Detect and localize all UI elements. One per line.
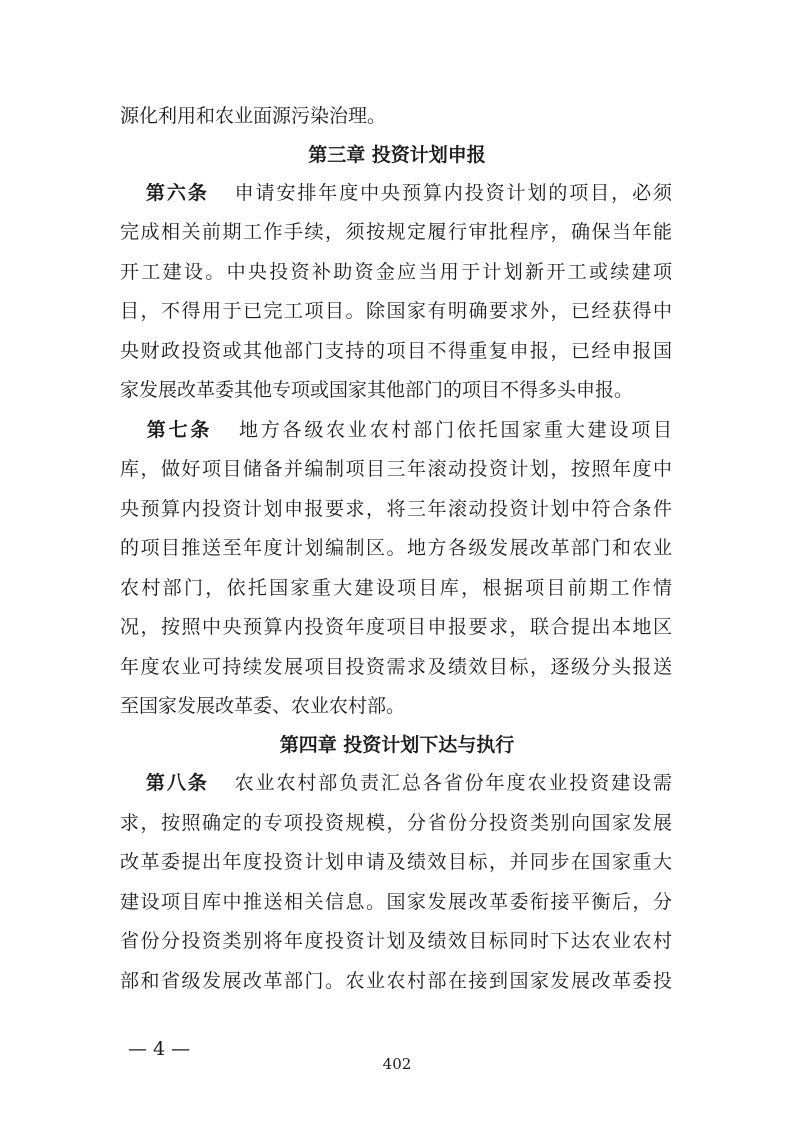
paragraph-line: 况，按照中央预算内投资年度项目申报要求，联合提出本地区 xyxy=(120,616,672,638)
paragraph-line: 求，按照确定的专项投资规模，分省份分投资类别向国家发展 xyxy=(120,812,672,834)
paragraph-line: 建设项目库中推送相关信息。国家发展改革委衔接平衡后，分 xyxy=(120,891,672,913)
paragraph-line: 目，不得用于已完工项目。除国家有明确要求外，已经获得中 xyxy=(120,300,672,322)
paragraph-text: 农业农村部负责汇总各省份年度农业投资建设需 xyxy=(232,772,672,794)
paragraph-line: 改革委提出年度投资计划申请及绩效目标，并同步在国家重大 xyxy=(120,851,672,873)
article-7-title: 第七条 xyxy=(144,419,213,441)
paragraph-line: 家发展改革委其他专项或国家其他部门的项目不得多头申报。 xyxy=(120,379,634,401)
paragraph-line: 部和省级发展改革部门。农业农村部在接到国家发展改革委投 xyxy=(120,970,672,992)
chapter-heading-4: 第四章 投资计划下达与执行 xyxy=(279,734,515,756)
paragraph-line: 至国家发展改革委、农业农村部。 xyxy=(120,695,406,717)
article-7-first-line xyxy=(120,415,672,445)
paragraph-line: 省份分投资类别将年度投资计划及绩效目标同时下达农业农村 xyxy=(120,930,672,952)
paragraph-line: 央预算内投资计划申报要求，将三年滚动投资计划中符合条件 xyxy=(120,498,672,520)
paragraph-text: 地方各级农业农村部门依托国家重大建设项目 xyxy=(236,419,672,441)
paragraph-line: 源化利用和农业面源污染治理。 xyxy=(120,105,387,127)
article-8-title: 第八条 xyxy=(144,772,209,794)
paragraph-line: 央财政投资或其他部门支持的项目不得重复申报，已经申报国 xyxy=(120,340,672,362)
paragraph-line: 的项目推送至年度计划编制区。地方各级发展改革部门和农业 xyxy=(120,537,672,559)
article-6-title: 第六条 xyxy=(144,182,209,204)
paragraph-line: 年度农业可持续发展项目投资需求及绩效目标，逐级分头报送 xyxy=(120,656,672,678)
chapter-heading-3: 第三章 投资计划申报 xyxy=(308,144,486,166)
paragraph-line: 农村部门，依托国家重大建设项目库，根据项目前期工作情 xyxy=(120,577,672,599)
article-6-first-line xyxy=(120,178,672,208)
paragraph-line: 完成相关前期工作手续，须按规定履行审批程序，确保当年能 xyxy=(120,221,672,243)
article-8-first-line xyxy=(120,768,672,798)
paragraph-line: 库，做好项目储备并编制项目三年滚动投资计划，按照年度中 xyxy=(120,458,672,480)
page-number: — 4 — xyxy=(128,1038,191,1060)
paragraph-text: 申请安排年度中央预算内投资计划的项目，必须 xyxy=(232,182,672,204)
sheet-number: 402 xyxy=(382,1055,412,1073)
paragraph-line: 开工建设。中央投资补助资金应当用于计划新开工或续建项 xyxy=(120,261,672,283)
